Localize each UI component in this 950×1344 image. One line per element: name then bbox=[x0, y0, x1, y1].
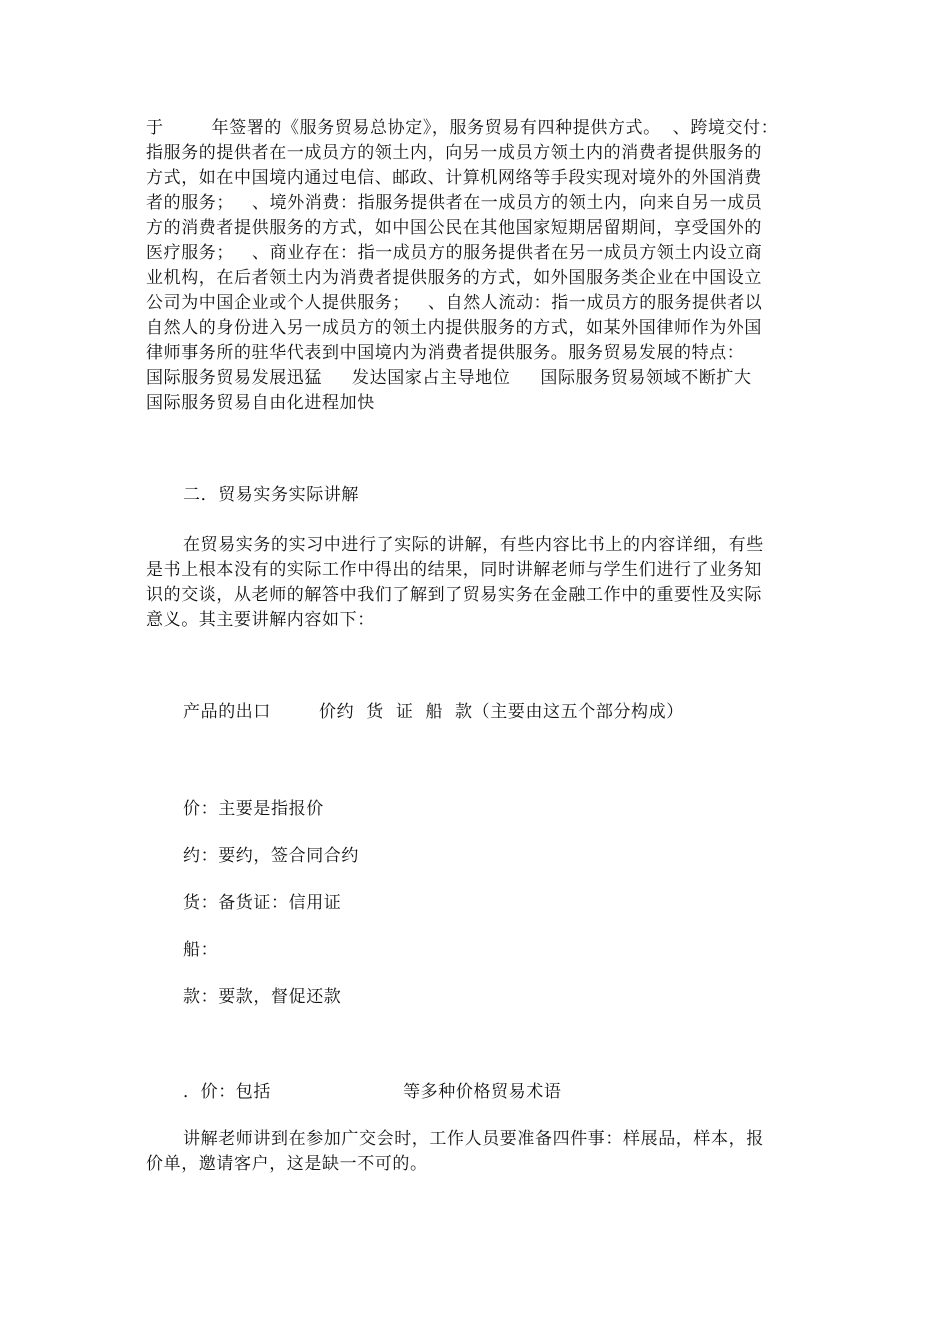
intro-line-4: 者的服务； 、境外消费：指服务提供者在一成员方的领土内，向来自另一成员 bbox=[146, 193, 763, 213]
intro-line-5: 方的消费者提供服务的方式，如中国公民在其他国家短期居留期间，享受国外的 bbox=[146, 218, 762, 238]
item-price: 价：主要是指报价 bbox=[183, 799, 324, 819]
intro-line-9: 自然人的身份进入另一成员方的领土内提供服务的方式，如某外国律师作为外国 bbox=[146, 318, 762, 338]
intro-line-2: 指服务的提供者在一成员方的领土内，向另一成员方领土内的消费者提供服务的 bbox=[146, 143, 762, 163]
practice-line-3: 识的交谈，从老师的解答中我们了解到了贸易实务在金融工作中的重要性及实际 bbox=[146, 585, 762, 605]
intro-line-7: 业机构，在后者领土内为消费者提供服务的方式，如外国服务类企业在中国设立 bbox=[146, 268, 762, 288]
intro-line-12: 国际服务贸易自由化进程加快 bbox=[146, 393, 375, 413]
item-ship: 船： bbox=[183, 940, 219, 960]
intro-line-10: 律师事务所的驻华代表到中国境内为消费者提供服务。服务贸易发展的特点： bbox=[146, 343, 745, 363]
export-line: 产品的出口 价约 货 证 船 款（主要由这五个部分构成） bbox=[183, 702, 684, 722]
intro-line-8: 公司为中国企业或个人提供服务； 、自然人流动：指一成员方的服务提供者以 bbox=[146, 293, 763, 313]
price-terms-line: ．价：包括 等多种价格贸易术语 bbox=[183, 1082, 562, 1102]
section-heading: 二．贸易实务实际讲解 bbox=[183, 485, 359, 505]
practice-line-2: 是书上根本没有的实际工作中得出的结果，同时讲解老师与学生们进行了业务知 bbox=[146, 560, 762, 580]
practice-line-4: 意义。其主要讲解内容如下： bbox=[146, 610, 375, 630]
intro-line-11: 国际服务贸易发展迅猛 发达国家占主导地位 国际服务贸易领域不断扩大 bbox=[146, 368, 752, 388]
intro-line-6: 医疗服务； 、商业存在：指一成员方的服务提供者在另一成员方领土内设立商 bbox=[146, 243, 763, 263]
item-payment: 款：要款，督促还款 bbox=[183, 987, 342, 1007]
item-goods: 货：备货证：信用证 bbox=[183, 893, 342, 913]
fair-line-2: 价单，邀请客户，这是缺一不可的。 bbox=[146, 1154, 428, 1174]
intro-line-1: 于 年签署的《服务贸易总协定》，服务贸易有四种提供方式。 、跨境交付： bbox=[146, 118, 779, 138]
intro-line-3: 方式，如在中国境内通过电信、邮政、计算机网络等手段实现对境外的外国消费 bbox=[146, 168, 762, 188]
practice-line-1: 在贸易实务的实习中进行了实际的讲解，有些内容比书上的内容详细，有些 bbox=[183, 535, 764, 555]
fair-line-1: 讲解老师讲到在参加广交会时，工作人员要准备四件事：样展品，样本，报 bbox=[183, 1129, 764, 1149]
item-contract: 约：要约，签合同合约 bbox=[183, 846, 359, 866]
